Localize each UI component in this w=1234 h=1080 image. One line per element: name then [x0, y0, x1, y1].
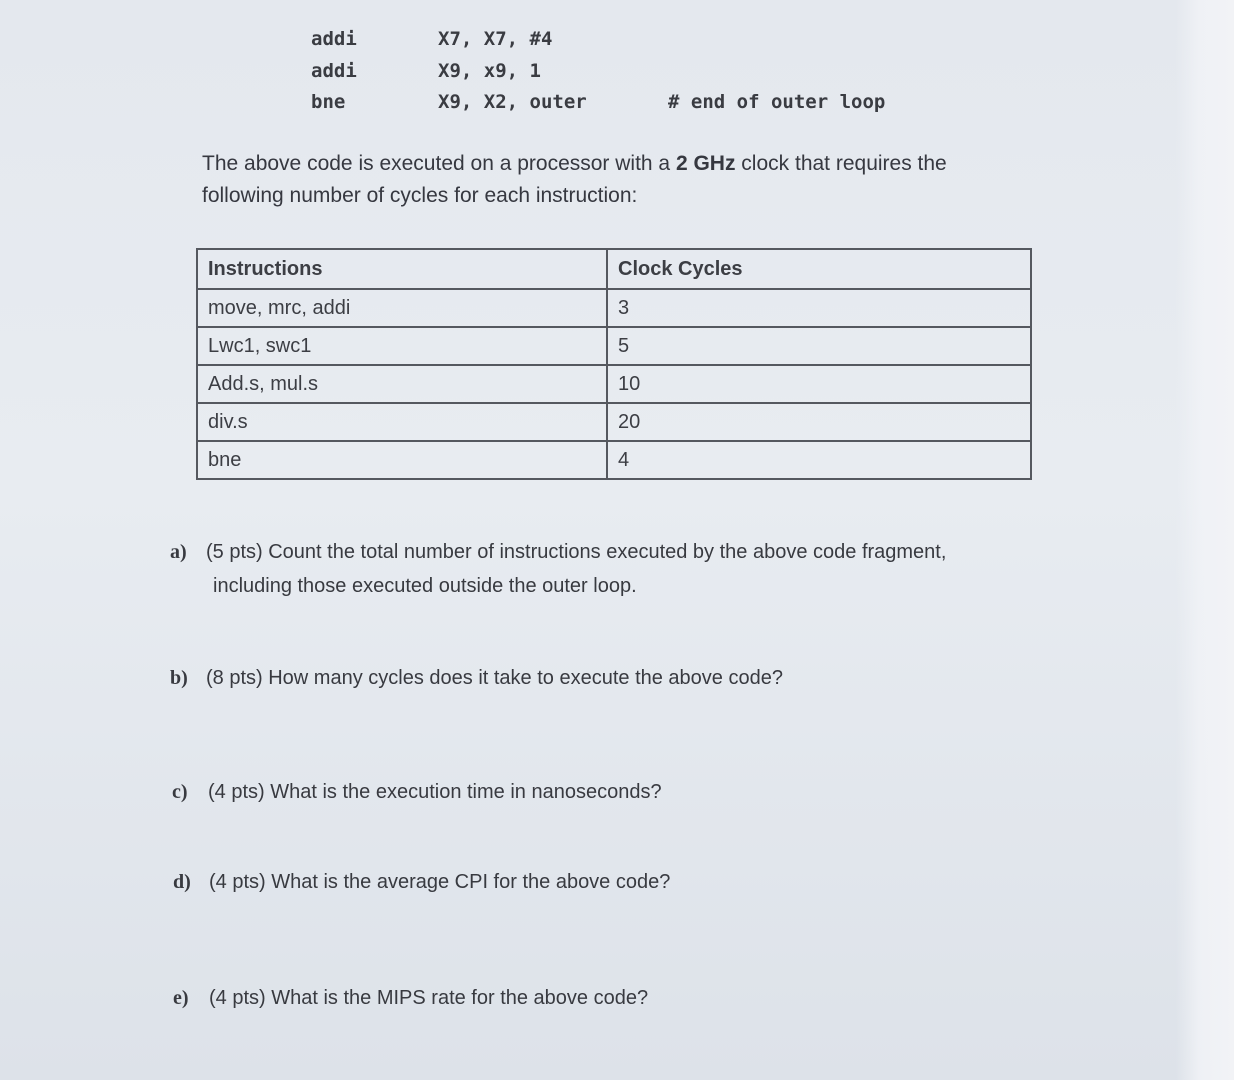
question-text: (4 pts) What is the average CPI for the above code?	[209, 871, 671, 893]
question-e	[173, 981, 1073, 1015]
table-header-row	[197, 249, 1031, 289]
question-text: (8 pts) How many cycles does it take to execute the above code?	[206, 667, 783, 689]
question-letter: d)	[173, 871, 191, 893]
question-letter: b)	[170, 667, 188, 689]
question-b	[170, 661, 1070, 695]
table-header: Clock Cycles	[607, 249, 1031, 289]
code-args: X7, X7, #4	[438, 28, 553, 50]
code-args: X9, x9, 1	[438, 60, 541, 82]
table-row	[197, 327, 1031, 365]
question-text: (4 pts) What is the execution time in nanoseconds?	[208, 781, 662, 803]
question-a	[170, 535, 1070, 603]
question-letter: c)	[172, 781, 188, 803]
table-row	[197, 365, 1031, 403]
clock-rate: 2 GHz	[675, 152, 736, 175]
table-row	[197, 403, 1031, 441]
question-letter: e)	[173, 987, 189, 1009]
question-letter: a)	[170, 541, 187, 563]
table-cell: move, mrc, addi	[197, 289, 607, 327]
question-text: (5 pts) Count the total number of instructions executed by the above code fragment,	[206, 541, 947, 563]
table-cell: div.s	[197, 403, 607, 441]
table-header: Instructions	[197, 249, 607, 289]
table-cell: Add.s, mul.s	[197, 365, 607, 403]
table-cell: 10	[607, 365, 1031, 403]
cycles-table	[196, 248, 1032, 480]
question-text: (4 pts) What is the MIPS rate for the above code?	[209, 987, 649, 1009]
table-cell: 20	[607, 403, 1031, 441]
table-row	[197, 441, 1031, 479]
table-cell: 5	[607, 327, 1031, 365]
question-d	[173, 865, 1073, 899]
intro-text: The above code is executed on a processor with a	[202, 152, 676, 175]
intro-text-end: clock that requires the following number of cycles for each instruction:	[202, 152, 947, 207]
code-args: X9, X2, outer	[438, 91, 587, 113]
table-row	[197, 289, 1031, 327]
code-op: bne	[311, 91, 346, 113]
table-cell: Lwc1, swc1	[197, 327, 607, 365]
question-text-continued: including those executed outside the outer loop.	[213, 575, 637, 597]
code-comment: # end of outer loop	[668, 91, 886, 113]
table-cell: bne	[197, 441, 607, 479]
code-op: addi	[311, 28, 357, 50]
table-cell: 3	[607, 289, 1031, 327]
code-op: addi	[311, 60, 357, 82]
intro-paragraph	[202, 148, 1002, 212]
table-cell: 4	[607, 441, 1031, 479]
question-c	[172, 775, 1072, 809]
page-edge	[1176, 0, 1234, 1080]
